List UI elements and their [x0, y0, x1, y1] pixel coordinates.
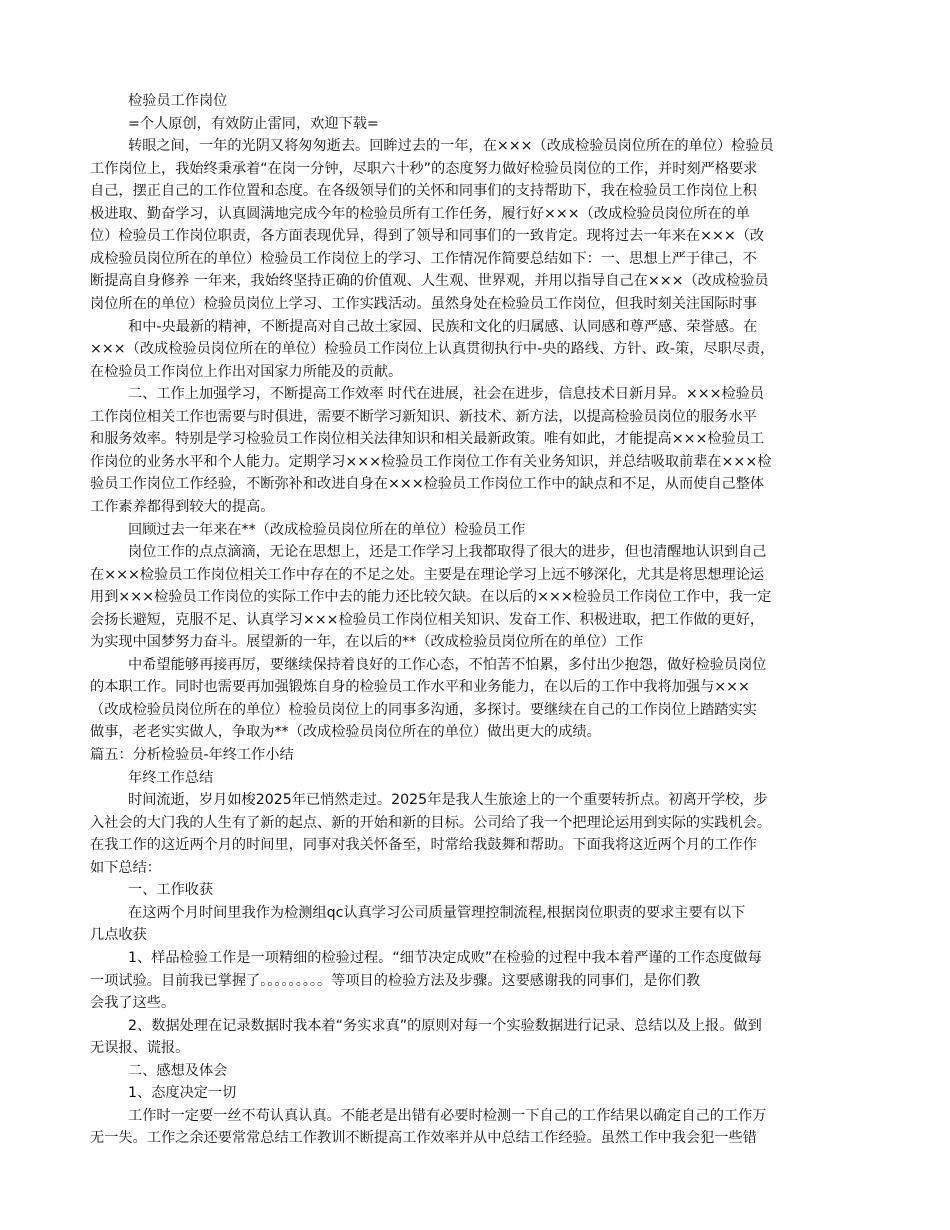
text-line: 2、数据处理在记录数据时我本着“务实求真”的原则对每一个实验数据进行记录、总结以及上报。做到	[128, 1017, 762, 1034]
text-line: 断提高自身修养 一年来，我始终坚持正确的价值观、人生观、世界观，并用以指导自己在×××（改成检验员	[90, 273, 769, 290]
subsection-title: 年终工作总结	[128, 769, 214, 786]
text-line: 自己，摆正自己的工作位置和态度。在各级领导们的关怀和同事们的支持帮助下，我在检验员工作岗位上积	[90, 183, 757, 200]
text-line: 岗位工作的点点滴滴，无论在思想上，还是工作学习上我都取得了很大的进步，但也清醒地认识到自己	[128, 544, 767, 560]
text-line: 会我了这些。	[90, 995, 176, 1011]
text-line: 在这两个月时间里我作为检测组qc认真学习公司质量管理控制流程,根据岗位职责的要求主要有以下	[128, 904, 746, 921]
text-line: 工作岗位相关工作也需要与时俱进，需要不断学习新知识、新技术、新方法，以提高检验员岗位的服务水平	[90, 408, 757, 425]
text-line: 无一失。工作之余还要常常总结工作教训不断提高工作效率并从中总结工作经验。虽然工作中我会犯一些错	[90, 1130, 757, 1147]
text-line: 二、工作上加强学习，不断提高工作效率 时代在进展，社会在进步，信息技术日新月异。×××检验员	[128, 386, 765, 403]
text-line: 在×××检验员工作岗位相关工作中存在的不足之处。主要是在理论学习上远不够深化，尤其是将思想理论运	[90, 566, 765, 583]
text-line: 成检验员岗位所在的单位）检验员工作岗位上的学习、工作情况作简要总结如下：一、思想上严于律己，不	[90, 250, 757, 267]
text-line: 工作素养都得到较大的提高。	[90, 498, 275, 515]
text-line: 用到×××检验员工作岗位的实际工作中去的能力还比较欠缺。在以后的×××检验员工作岗位工作中，我一定	[90, 589, 772, 606]
text-line: 会扬长避短，克服不足、认真学习×××检验员工作岗位相关知识、发奋工作、积极进取，把工作做的更好，	[90, 611, 765, 628]
text-line: 回顾过去一年来在**（改成检验员岗位所在的单位）检验员工作	[128, 521, 526, 538]
text-line: 1、样品检验工作是一项精细的检验过程。“细节决定成败”在检验的过程中我本着严谨的工作态度做每	[128, 949, 762, 966]
text-line: 验员工作岗位工作经验，不断弥补和改进自身在×××检验员工作岗位工作中的缺点和不足，从而使自己整体	[90, 476, 765, 493]
text-line: 中希望能够再接再厉，要继续保持着良好的工作心态，不怕苦不怕累，多付出少抱怨，做好检验员岗位	[128, 656, 767, 673]
subsection-heading: 二、感想及体会	[128, 1062, 228, 1079]
text-line: 为实现中国梦努力奋斗。展望新的一年，在以后的**（改成检验员岗位所在的单位）工作	[90, 634, 644, 651]
text-line: 时间流逝，岁月如梭2025年已悄然走过。2025年是我人生旅途上的一个重要转折点。初离开学校，步	[128, 792, 768, 809]
text-line: 几点收获	[90, 927, 147, 944]
text-line: 和服务效率。特别是学习检验员工作岗位相关法律知识和相关最新政策。唯有如此，才能提高×××检验员工	[90, 431, 765, 448]
subsection-heading: 一、工作收获	[128, 882, 214, 899]
original-notice: =个人原创，有效防止雷同，欢迎下载=	[128, 115, 379, 132]
text-line: 位）检验员工作岗位职责，各方面表现优异，得到了领导和同事们的一致肯定。现将过去一年来在×××（改	[90, 228, 765, 245]
text-line: （改成检验员岗位所在的单位）检验员岗位上的同事多沟通，多探讨。要继续在自己的工作岗位上踏踏实实	[90, 701, 757, 718]
document-title: 检验员工作岗位	[128, 93, 228, 109]
text-line: 做事，老老实实做人，争取为**（改成检验员岗位所在的单位）做出更大的成绩。	[90, 724, 601, 741]
text-line: 极进取、勤奋学习，认真圆满地完成今年的检验员所有工作任务，履行好×××（改成检验员岗位所在的单	[90, 205, 750, 222]
text-line: 工作时一定要一丝不苟认真认真。不能老是出错有必要时检测一下自己的工作结果以确定自己的工作万	[128, 1107, 767, 1124]
text-line: 岗位所在的单位）检验员岗位上学习、工作实践活动。虽然身处在检验员工作岗位，但我时刻关注国际时事	[90, 296, 757, 312]
subsection-heading: 1、态度决定一切	[128, 1085, 237, 1102]
text-line: ×××（改成检验员岗位所在的单位）检验员工作岗位上认真贯彻执行中-央的路线、方针、政-策，尽职尽责，	[90, 341, 775, 358]
text-line: 的本职工作。同时也需要再加强锻炼自身的检验员工作水平和业务能力，在以后的工作中我将加强与×××	[90, 679, 750, 696]
text-line: 在我工作的这近两个月的时间里，同事对我关怀备至，时常给我鼓舞和帮助。下面我将这近两个月的工作作	[90, 837, 757, 854]
text-line: 和中-央最新的精神，不断提高对自己故土家园、民族和文化的归属感、认同感和尊严感、荣誉感。在	[128, 318, 758, 335]
text-line: 如下总结：	[90, 859, 161, 876]
text-line: 作岗位的业务水平和个人能力。定期学习×××检验员工作岗位工作有关业务知识，并总结吸取前辈在×××检	[90, 453, 772, 470]
text-line: 在检验员工作岗位上作出对国家力所能及的贡献。	[90, 363, 403, 380]
text-line: 无误报、谎报。	[90, 1040, 190, 1057]
section-heading: 篇五：分析检验员-年终工作小结	[90, 747, 294, 763]
text-line: 入社会的大门我的人生有了新的起点、新的开始和新的目标。公司给了我一个把理论运用到实际的实践机会。	[90, 814, 772, 831]
text-line: 工作岗位上，我始终秉承着“在岗一分钟，尽职六十秒”的态度努力做好检验员岗位的工作，并时刻严格要求	[90, 160, 758, 177]
text-line: 转眼之间，一年的光阴又将匆匆逝去。回眸过去的一年，在×××（改成检验员岗位所在的单位）检验员	[128, 138, 774, 155]
text-line: 一项试验。目前我已掌握了。。。。。。。。。等项目的检验方法及步骤。这要感谢我的同事们，是你们教	[90, 972, 701, 989]
